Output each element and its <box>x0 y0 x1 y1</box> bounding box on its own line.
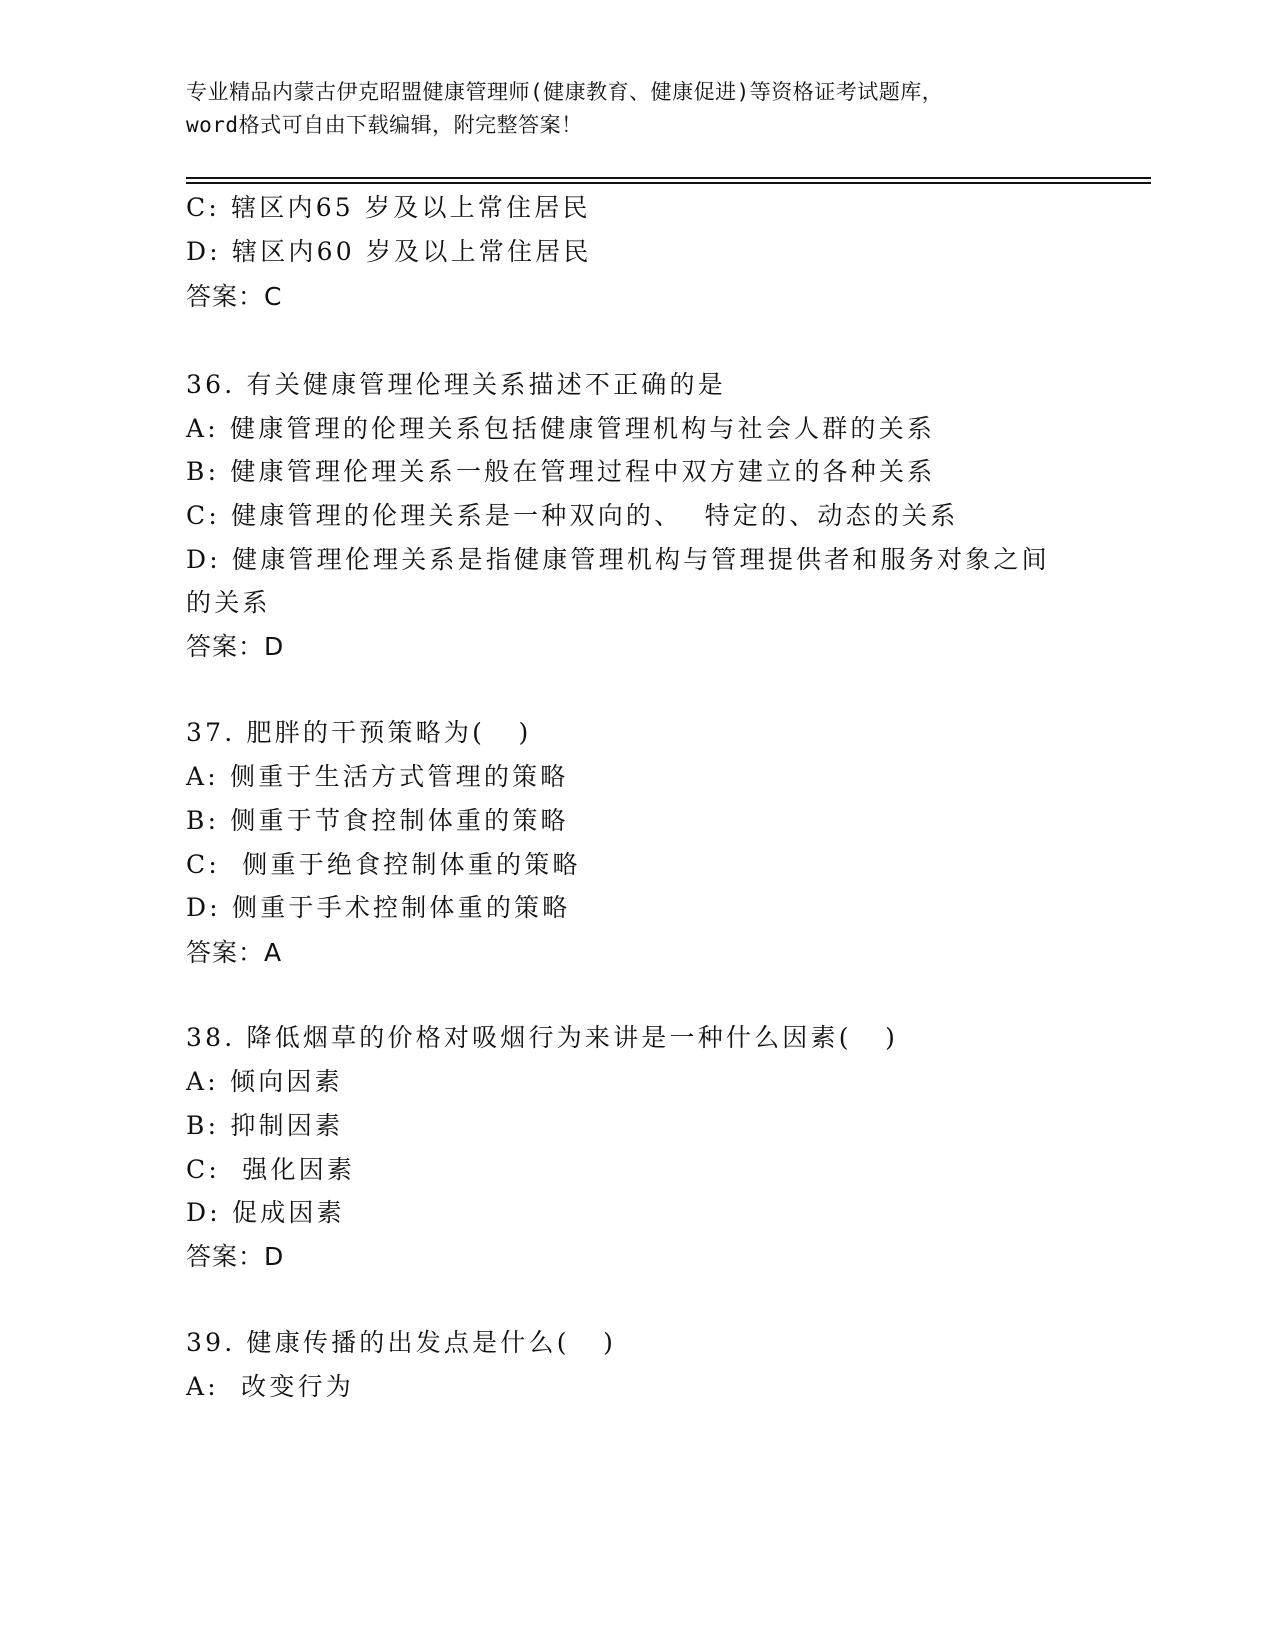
q37-answer-value: A <box>264 938 283 967</box>
q36-option-b: B: 健康管理伦理关系一般在管理过程中双方建立的各种关系 <box>186 457 936 486</box>
q38-option-a: A: 倾向因素 <box>186 1067 343 1096</box>
q36-option-d-line-2: 的关系 <box>186 588 271 617</box>
document-header <box>186 76 1086 142</box>
q39-option-a: A: 改变行为 <box>186 1372 354 1401</box>
q35-answer-value: C <box>264 282 283 311</box>
header-title-line-1: 专业精品内蒙古伊克昭盟健康管理师(健康教育、健康促进)等资格证考试题库， <box>186 80 944 104</box>
q37-option-b: B: 侧重于节食控制体重的策略 <box>186 806 569 835</box>
q35-option-c: C: 辖区内65 岁及以上常住居民 <box>186 193 591 222</box>
q39-stem: 39. 健康传播的出发点是什么( ) <box>186 1328 617 1357</box>
q35-answer-label: 答案： <box>186 282 265 311</box>
header-divider-top <box>186 177 1151 179</box>
q38-option-c: C: 强化因素 <box>186 1155 356 1184</box>
q36-stem: 36. 有关健康管理伦理关系描述不正确的是 <box>186 370 726 399</box>
q37-option-d: D: 侧重于手术控制体重的策略 <box>186 893 571 922</box>
q37-option-c: C: 侧重于绝食控制体重的策略 <box>186 850 581 879</box>
q38-option-d: D: 促成因素 <box>186 1198 345 1227</box>
q38-stem: 38. 降低烟草的价格对吸烟行为来讲是一种什么因素( ) <box>186 1023 899 1052</box>
header-divider-bottom <box>186 182 1151 184</box>
q36-answer-label: 答案： <box>186 632 265 661</box>
q38-answer <box>186 1242 284 1272</box>
q36-answer <box>186 632 284 662</box>
q37-stem: 37. 肥胖的干预策略为( ) <box>186 718 532 747</box>
q38-answer-label: 答案： <box>186 1242 265 1271</box>
q36-option-d-line-1: D: 健康管理伦理关系是指健康管理机构与管理提供者和服务对象之间 <box>186 545 1050 574</box>
q38-option-b: B: 抑制因素 <box>186 1111 344 1140</box>
q36-option-c: C: 健康管理的伦理关系是一种双向的、 特定的、动态的关系 <box>186 501 959 530</box>
q36-option-a: A: 健康管理的伦理关系包括健康管理机构与社会人群的关系 <box>186 414 936 443</box>
q37-option-a: A: 侧重于生活方式管理的策略 <box>186 762 569 791</box>
q38-answer-value: D <box>264 1242 285 1271</box>
q36-answer-value: D <box>264 632 285 661</box>
q35-option-d: D: 辖区内60 岁及以上常住居民 <box>186 237 592 266</box>
q37-answer <box>186 938 282 968</box>
q37-answer-label: 答案： <box>186 938 265 967</box>
header-title-line-2: word格式可自由下载编辑，附完整答案！ <box>186 113 583 137</box>
q35-answer <box>186 282 282 312</box>
